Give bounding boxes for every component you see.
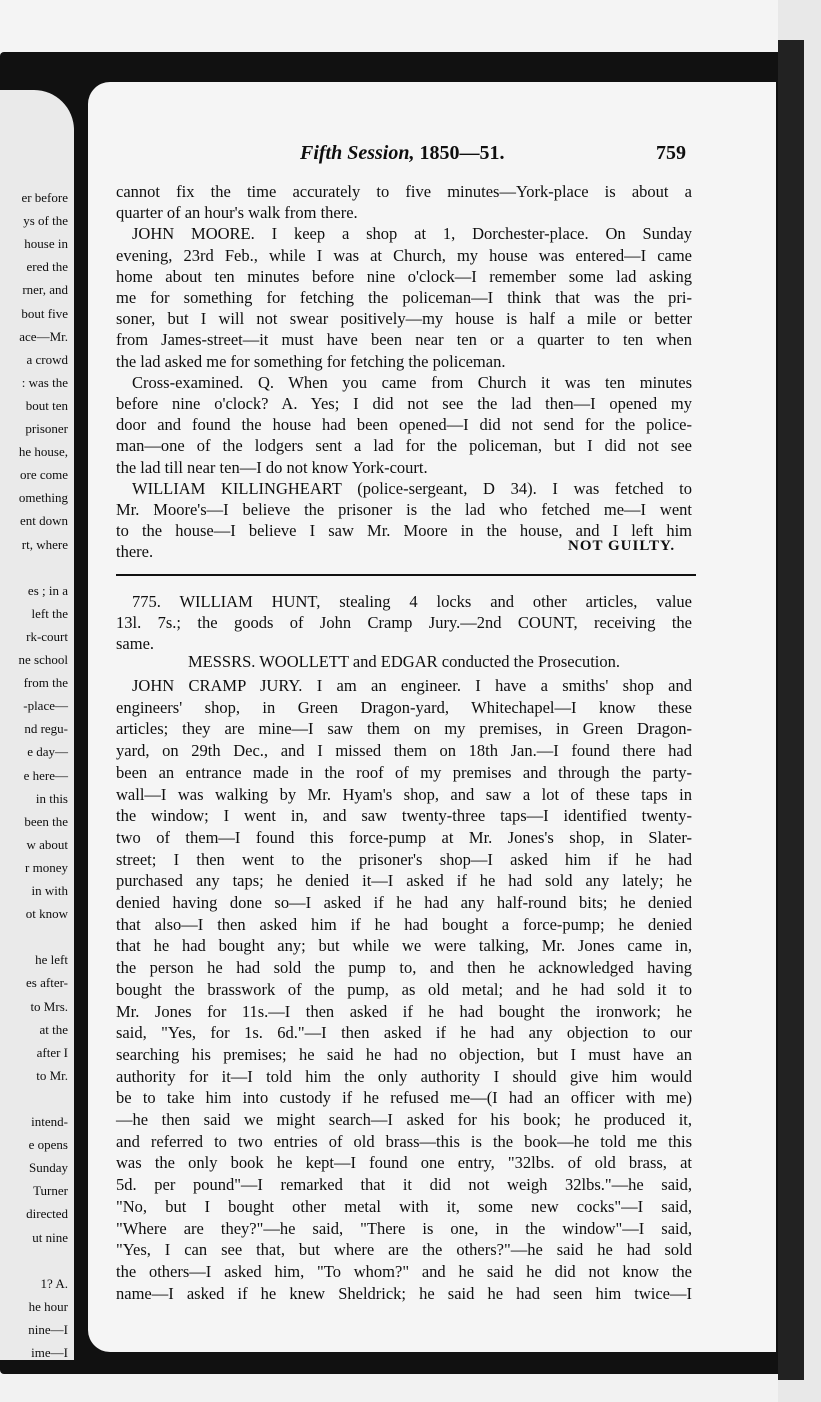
left-page-line: he house, [18, 444, 68, 460]
text-line: "Where are they?"—he said, "There is one, in the window"—I said, [116, 1218, 692, 1238]
left-page-line: after I [36, 1044, 68, 1060]
left-page-fragment [0, 90, 74, 1360]
text-line: and referred to two entries of old brass—this is the book—he told me this [116, 1131, 692, 1151]
left-page-line: ore come [19, 467, 68, 483]
left-page-line: w about [26, 836, 68, 852]
left-page-line: prisoner [25, 421, 68, 436]
session-title: Fifth Session, 1850—51. [300, 142, 505, 164]
text-line: Mr. Jones for 11s.—I then asked if he had bought the ironwork; he [116, 1001, 692, 1021]
text-line: "Yes, I can see that, but where are the others?"—he said he had sold [116, 1240, 692, 1260]
text-line: purchased any taps; he denied it—I asked if he had sold any lately; he [116, 871, 692, 891]
verdict: NOT GUILTY. [568, 538, 676, 554]
text-line: me for something for fetching the policeman—I think that was the pri- [116, 288, 692, 307]
text-line: 775. WILLIAM HUNT, stealing 4 locks and other articles, value [132, 592, 692, 611]
text-line: engineers' shop, in Green Dragon-yard, Whitechapel—I know these [116, 697, 692, 717]
text-line: said, "Yes, for 1s. 6d."—I then asked if he had any objection to our [116, 1023, 692, 1043]
left-page-line: ne school [18, 652, 68, 667]
text-line: man—one of the lodgers sent a lad for the policeman, but I did not see [116, 436, 692, 456]
text-line: searching his premises; he said he had no objection, but I must have an [116, 1044, 692, 1064]
left-page-line: ot know [25, 906, 68, 922]
left-page-line: e opens [28, 1137, 68, 1153]
prosecution-note: MESSRS. WOOLLETT and EDGAR conducted the Prosecution. [187, 652, 620, 671]
text-line: be to take him into custody if he refused me—(I had an officer with me) [116, 1088, 692, 1108]
left-page-line: in with [31, 883, 68, 898]
text-line: denied having done so—I asked if he had any half-round bits; he denied [116, 893, 692, 912]
left-page-line: Turner [33, 1183, 68, 1199]
text-line: Mr. Moore's—I believe the prisoner is the lad who fetched me—I went [116, 500, 692, 519]
left-page-line: : was the [21, 374, 68, 390]
text-line: to the house—I believe I saw Mr. Moore in the house, and I left him [116, 521, 692, 541]
left-page-line: rk-court [26, 628, 68, 644]
text-line: quarter of an hour's walk from there. [116, 203, 358, 223]
left-page-line: he hour [28, 1298, 68, 1314]
left-page-line: es ; in a [27, 582, 68, 598]
text-line: home about ten minutes before nine o'clock—I remember some lad asking [116, 266, 692, 286]
left-page-line: ace—Mr. [19, 328, 68, 344]
text-line: evening, 23rd Feb., while I was at Church, my house was entered—I came [116, 245, 692, 265]
left-page-line: intend- [31, 1114, 68, 1129]
left-page-line: to Mr. [36, 1067, 68, 1083]
text-line: wall—I was walking by Mr. Hyam's shop, and saw a lot of these taps in [116, 784, 692, 804]
left-page-line: rner, and [22, 282, 68, 298]
left-page-line: -place— [23, 698, 68, 714]
left-page-line: directed [26, 1206, 68, 1222]
text-line: door and found the house had been opened—I did not send for the police- [116, 415, 692, 435]
left-page-line: ime—I [31, 1345, 68, 1360]
left-page-line: Sunday [29, 1160, 68, 1176]
text-line: that also—I then asked him if he had bought a force-pump; he denied [116, 914, 692, 934]
text-line: "No, but I bought other metal with it, some new cocks"—I said, [116, 1196, 692, 1216]
left-page-line: been the [24, 813, 68, 829]
running-header [88, 138, 698, 168]
page-number: 759 [656, 142, 686, 164]
text-line: —he then said we might search—I asked for his book; he produced it, [116, 1110, 692, 1129]
text-line: before nine o'clock? A. Yes; I did not see the lad then—I opened my [116, 394, 692, 413]
text-line: JOHN CRAMP JURY. I am an engineer. I have a smiths' shop and [132, 676, 692, 695]
text-line: JOHN MOORE. I keep a shop at 1, Dorchester-place. On Sunday [132, 224, 692, 244]
text-line: name—I asked if he knew Sheldrick; he said he had seen him twice—I [116, 1283, 692, 1303]
text-line: that he had bought any; but while we were talking, Mr. Jones came in, [116, 936, 692, 956]
scan-background [0, 0, 821, 60]
text-line: two of them—I found this force-pump at Mr. Jones's shop, in Slater- [116, 827, 692, 847]
left-page-line: left the [31, 605, 68, 621]
text-line: soner, but I will not swear positively—my house is half a mile or better [116, 309, 692, 329]
left-page-line: ut nine [32, 1229, 68, 1245]
text-line: the person he had sold the pump to, and then he acknowledged having [116, 958, 692, 978]
text-line: yard, on 29th Dec., and I missed them on 18th Jan.—I found there had [116, 741, 692, 761]
left-page-line: ent down [19, 513, 68, 529]
scan-right-edge [778, 0, 821, 1402]
document-page [88, 82, 776, 1352]
text-line: the lad till near ten—I do not know York-court. [116, 457, 428, 477]
left-page-line: at the [39, 1021, 68, 1037]
left-page-line: rt, where [21, 536, 68, 552]
left-page-line: r money [25, 859, 68, 875]
text-line: articles; they are mine—I saw them on my premises, in Green Dragon- [116, 719, 692, 739]
section-divider [116, 574, 696, 576]
left-page-line: omething [18, 490, 68, 506]
text-line: authority for it—I told him the only authority I should give him would [116, 1066, 692, 1086]
left-page-line: e here— [23, 767, 68, 783]
left-page-line: a crowd [26, 351, 68, 367]
text-line: there. [116, 542, 154, 562]
text-line: Cross-examined. Q. When you came from Church it was ten minutes [132, 372, 692, 392]
left-page-line: es after- [26, 975, 68, 991]
left-page-line: 1? A. [40, 1275, 68, 1291]
text-line: the lad asked me for something for fetching the policeman. [116, 351, 506, 371]
text-line: from James-street—it must have been near ten or a quarter to ten when [116, 330, 692, 350]
left-page-line: nd regu- [24, 721, 68, 737]
left-page-line: he left [35, 952, 68, 968]
left-page-line: to Mrs. [30, 998, 68, 1014]
left-page-line: bout five [21, 305, 68, 321]
left-page-line: e day— [27, 744, 68, 760]
left-page-line: house in [24, 236, 68, 252]
text-line: been an entrance made in the roof of my premises and through the party- [116, 762, 692, 782]
left-page-line: from the [23, 675, 68, 691]
text-line: WILLIAM KILLINGHEART (police-sergeant, D 34). I was fetched to [132, 478, 692, 498]
left-page-line: ys of the [23, 213, 68, 229]
text-line: the others—I asked him, "To whom?" and he said he did not know the [116, 1261, 692, 1281]
text-line: street; I then went to the prisoner's shop—I asked him if he had [116, 849, 692, 869]
text-line: 5d. per pound"—I remarked that it did not weigh 32lbs."—he said, [116, 1175, 692, 1195]
left-page-line: ered the [26, 259, 68, 275]
left-page-line: nine—I [28, 1321, 68, 1337]
text-line: was the only book he kept—I found one entry, "32lbs. of old brass, at [116, 1153, 692, 1173]
text-line: cannot fix the time accurately to five minutes—York-place is about a [116, 182, 692, 201]
left-page-line: in this [35, 790, 68, 806]
left-page-line: er before [21, 190, 68, 205]
text-line: 13l. 7s.; the goods of John Cramp Jury.—2nd COUNT, receiving the [116, 613, 692, 632]
text-line: the window; I went in, and saw twenty-three taps—I identified twenty- [116, 806, 692, 826]
text-line: same. [116, 634, 155, 653]
text-line: bought the brasswork of the pump, as old metal; and he had sold it to [116, 979, 692, 999]
left-page-line: bout ten [25, 397, 68, 413]
